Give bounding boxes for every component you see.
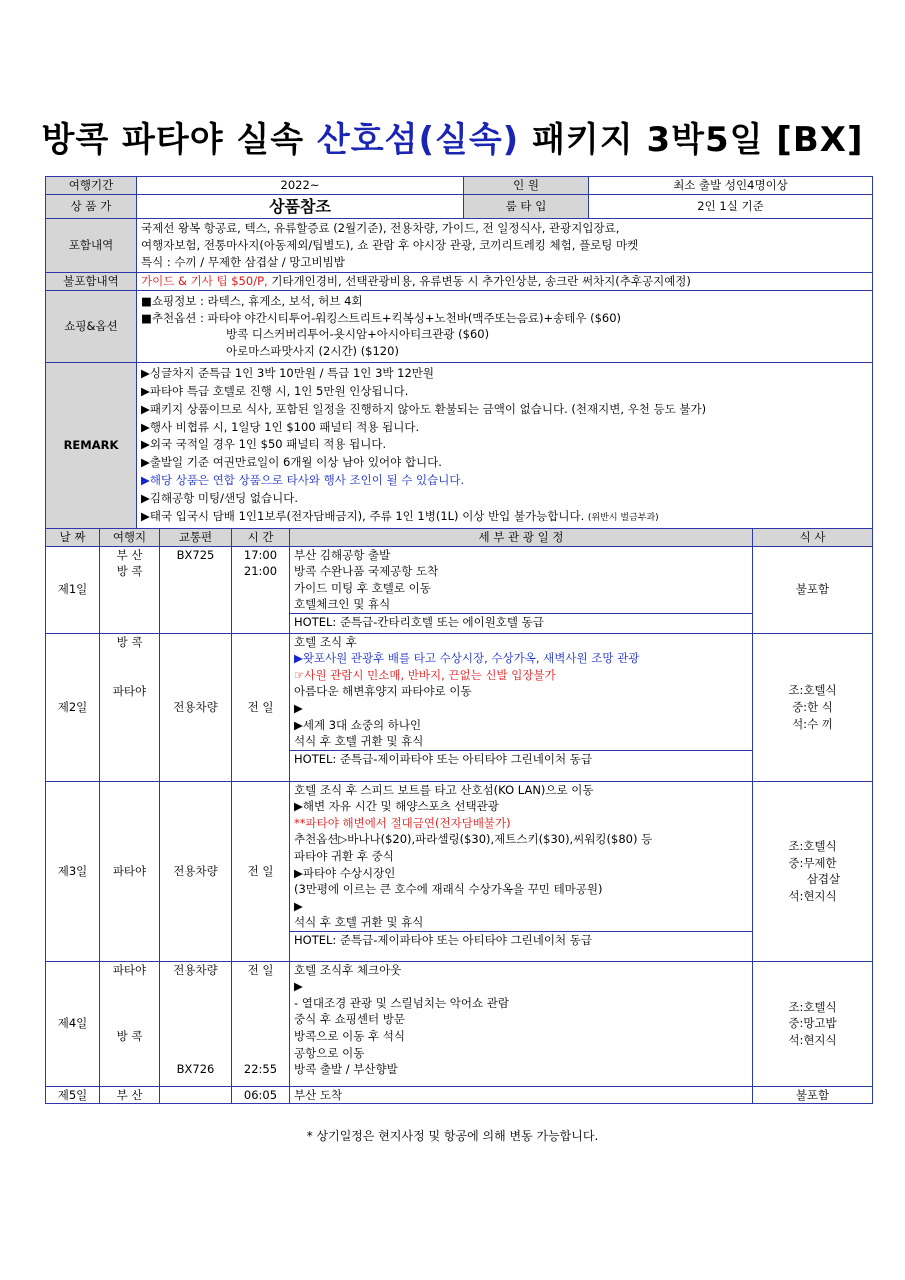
day-transport	[160, 961, 232, 1086]
itinerary-line: 부산 김해공항 출발	[294, 547, 391, 562]
itinerary-line: 방콕으로 이동 후 석식	[294, 1029, 405, 1044]
excluded-tip: 가이드 & 기사 팁 $50/P,	[141, 274, 268, 289]
day-place	[100, 546, 160, 633]
hotel-line: HOTEL: 준특급-제이파타야 또는 아티타야 그린네이처 동급	[290, 931, 752, 949]
day-place: 파타야	[100, 781, 160, 961]
itinerary-line: **파타야 해변에서 절대금연(전자담배불가)	[294, 815, 511, 830]
period-label: 여행기간	[46, 177, 137, 195]
shopping-line: 아로마스파맛사지 (2시간) ($120)	[226, 344, 399, 359]
footer-note: * 상기일정은 현지사정 및 항공에 의해 변동 가능합니다.	[306, 1129, 599, 1143]
itinerary-line: 석식 후 호텔 귀환 및 휴식	[294, 734, 424, 749]
meal-item: 석:수 끼	[792, 716, 833, 731]
itinerary-line: 공항으로 이동	[294, 1045, 365, 1060]
excluded-content	[137, 272, 873, 290]
remark-item: ▶출발일 기준 여권만료일이 6개월 이상 남아 있어야 합니다.	[141, 455, 442, 470]
place-text: 부 산	[116, 547, 143, 562]
included-line: 특식 : 수끼 / 무제한 삼겹살 / 망고비빔밥	[141, 254, 345, 269]
header-transport: 교통편	[160, 529, 232, 547]
time-text: 21:00	[243, 564, 278, 579]
itinerary-line: 방콕 출발 / 부산향발	[294, 1062, 398, 1077]
day-time	[232, 546, 290, 633]
flight-number: BX726	[176, 1062, 215, 1077]
day-label: 제4일	[46, 961, 100, 1086]
day-label: 제1일	[46, 546, 100, 633]
included-label: 포함내역	[46, 218, 137, 272]
remark-label: REMARK	[46, 362, 137, 528]
day-transport	[160, 1086, 232, 1104]
day-meal: 불포함	[753, 1086, 873, 1104]
info-table	[45, 176, 873, 529]
remark-item: ▶패키지 상품이므로 식사, 포함된 일정을 진행하지 않아도 환불되는 금액이 없습니다. (천재지변, 우천 등도 불가)	[141, 401, 707, 416]
flight-number: BX725	[176, 547, 215, 562]
day-label: 제3일	[46, 781, 100, 961]
itinerary-line	[294, 898, 752, 915]
included-line: 여행자보험, 전통마사지(아동제외/팁별도), 쇼 관람 후 야시장 관광, 코끼리트레킹 체험, 플로팅 마켓	[141, 238, 639, 253]
day-row	[46, 961, 873, 1086]
remark-item: ▶외국 국적일 경우 1인 $50 패널티 적용 됩니다.	[141, 437, 387, 452]
day-transport	[160, 546, 232, 633]
itinerary-line	[294, 865, 752, 882]
itinerary-line	[294, 700, 752, 717]
meal-item: 중:한 식	[792, 699, 833, 714]
day-transport: 전용차량	[160, 781, 232, 961]
title-part-3: 패키지 3박5일 [BX]	[519, 120, 864, 160]
header-time: 시 간	[232, 529, 290, 547]
day-row	[46, 633, 873, 781]
itinerary-line: 호텔 조식 후	[294, 634, 357, 649]
time-text: 전 일	[247, 962, 274, 977]
day-itinerary	[290, 961, 753, 1086]
itinerary-line	[294, 978, 752, 995]
day-place	[100, 633, 160, 781]
day-place: 부 산	[100, 1086, 160, 1104]
header-day: 날 짜	[46, 529, 100, 547]
remark-item: ▶해당 상품은 연합 상품으로 타사와 행사 조인이 될 수 있습니다.	[141, 473, 465, 488]
day-place	[100, 961, 160, 1086]
page-title	[0, 112, 905, 161]
day-time	[232, 961, 290, 1086]
itinerary-line: 석식 후 호텔 귀환 및 휴식	[294, 915, 424, 930]
itinerary-line: - 열대조경 관광 및 스릴넘치는 악어쇼 관람	[294, 995, 509, 1010]
meal-item: 석:현지식	[788, 1033, 837, 1047]
day-label: 제5일	[46, 1086, 100, 1104]
header-place: 여행지	[100, 529, 160, 547]
meal-item: 석:현지식	[788, 888, 837, 903]
day-meal	[753, 633, 873, 781]
itinerary-line: ☞사원 관람시 민소매, 반바지, 끈없는 신발 입장불가	[294, 667, 556, 682]
excluded-label: 불포함내역	[46, 272, 137, 290]
day-itinerary	[290, 781, 753, 961]
place-text: 방 콕	[116, 634, 143, 649]
itinerary-text: ▶파타야 수상시장인	[294, 865, 396, 880]
itinerary-line: ▶해변 자유 시간 및 해양스포츠 선택관광	[294, 799, 499, 814]
remark-item-text: ▶태국 입국시 담배 1인1보루(전자담배금지), 주류 1인 1병(1L) 이상 반입 불가능합니다.	[141, 508, 585, 523]
shopping-line: ■추천옵션 : 파타야 야간시티투어-워킹스트리트+킥복싱+노천바(맥주또는음료)+송테우 ($60)	[141, 310, 622, 325]
hotel-line: HOTEL: 준특급-칸타리호텔 또는 에이원호텔 동급	[290, 613, 752, 631]
day-itinerary	[290, 633, 753, 781]
day-row	[46, 1086, 873, 1104]
remark-item: ▶김해공항 미팅/샌딩 없습니다.	[141, 490, 298, 505]
itinerary-line: ▶왓포사원 관광후 배를 타고 수상시장, 수상가옥, 새벽사원 조망 관광	[294, 651, 640, 666]
itinerary-line: 추천옵션▷바나나($20),파라셀링($30),제트스키($30),씨워킹($80) 등	[294, 832, 653, 847]
meal-item: 중:망고밥	[788, 1016, 837, 1031]
room-label: 룸 타 입	[464, 194, 589, 218]
itinerary-line: 가이드 미팅 후 호텔로 이동	[294, 580, 431, 595]
remark-item: ▶파타야 특급 호텔로 진행 시, 1인 5만원 인상됩니다.	[141, 383, 409, 398]
included-content	[137, 218, 873, 272]
day-time: 06:05	[232, 1086, 290, 1104]
shopping-line: 방콕 디스커버리투어-욧시암+아시아티크관광 ($60)	[226, 327, 490, 342]
remark-item: ▶싱글차지 준특급 1인 3박 10만원 / 특급 1인 3박 12만원	[141, 366, 435, 381]
included-line: 국제선 왕복 항공료, 텍스, 유류할증료 (2월기준), 전용차량, 가이드, 전 일정식사, 관광지입장료,	[141, 221, 620, 236]
time-text: 17:00	[243, 547, 278, 562]
meal-item: 삼겹살	[806, 872, 841, 887]
shopping-line: ■쇼핑정보 : 라텍스, 휴게소, 보석, 허브 4회	[141, 294, 363, 309]
shopping-label: 쇼핑&옵션	[46, 290, 137, 362]
meal-item: 조:호텔식	[788, 838, 837, 853]
meal-item: 중:무제한	[788, 855, 837, 870]
price-label: 상 품 가	[46, 194, 137, 218]
remark-item-last	[141, 508, 868, 526]
itinerary-line: (3만평에 이르는 큰 호수에 재래식 수상가옥을 꾸민 테마공원)	[294, 882, 603, 897]
remark-content	[137, 362, 873, 528]
shopping-content	[137, 290, 873, 362]
itinerary-line: 방콕 수완나품 국제공항 도착	[294, 564, 439, 579]
day-meal	[753, 781, 873, 961]
meal-item: 조:호텔식	[788, 683, 837, 698]
remark-note: (위반시 벌금부과)	[587, 512, 659, 523]
day-label: 제2일	[46, 633, 100, 781]
day-itinerary: 부산 도착	[290, 1086, 753, 1104]
meal-item: 조:호텔식	[788, 999, 837, 1014]
transport-text: 전용차량	[173, 962, 218, 977]
day-itinerary	[290, 546, 753, 633]
place-text: 파타야	[112, 962, 147, 977]
day-row	[46, 781, 873, 961]
day-meal: 불포함	[753, 546, 873, 633]
header-meal: 식 사	[753, 529, 873, 547]
day-row	[46, 546, 873, 633]
itinerary-line: 호텔 조식 후 스피드 보트를 타고 산호섬(KO LAN)으로 이동	[294, 782, 594, 797]
remark-item: ▶행사 비협류 시, 1일당 1인 $100 패널티 적용 됩니다.	[141, 419, 420, 434]
excluded-rest: 기타개인경비, 선택관광비용, 유류변동 시 추가인상분, 송크란 써차지(추후공지예정)	[267, 274, 691, 289]
room-value: 2인 1실 기준	[589, 194, 873, 218]
itinerary-text: ▶세계 3대 쇼중의 하나인	[294, 717, 422, 732]
bullet: ▶	[294, 979, 303, 994]
hotel-line: HOTEL: 준특급-제이파타야 또는 아티타야 그린네이처 동급	[290, 750, 752, 768]
people-value: 최소 출발 성인4명이상	[589, 177, 873, 195]
day-meal	[753, 961, 873, 1086]
itinerary-line	[294, 717, 752, 734]
place-text: 파타야	[112, 684, 147, 699]
itinerary-line: 중식 후 쇼핑센터 방문	[294, 1012, 405, 1027]
day-time: 전 일	[232, 781, 290, 961]
day-time: 전 일	[232, 633, 290, 781]
place-text: 방 콕	[116, 1029, 143, 1044]
day-transport: 전용차량	[160, 633, 232, 781]
schedule-table	[45, 528, 873, 1104]
title-part-1: 방콕 파타야 실속	[41, 120, 317, 160]
period-value: 2022~	[137, 177, 464, 195]
bullet: ▶	[294, 898, 303, 913]
itinerary-line: 호텔 조식후 체크아웃	[294, 962, 402, 977]
people-label: 인 원	[464, 177, 589, 195]
itinerary-line: 파타야 귀환 후 중식	[294, 849, 394, 864]
title-part-highlight: 산호섬(실속)	[316, 120, 520, 160]
place-text: 방 콕	[116, 564, 143, 579]
time-text: 22:55	[243, 1062, 278, 1077]
itinerary-line: 아름다운 해변휴양지 파타야로 이동	[294, 684, 472, 699]
itinerary-line: 호텔체크인 및 휴식	[294, 597, 391, 612]
bullet: ▶	[294, 701, 303, 716]
header-itinerary: 세 부 관 광 일 정	[290, 529, 753, 547]
price-value: 상품참조	[137, 194, 464, 218]
